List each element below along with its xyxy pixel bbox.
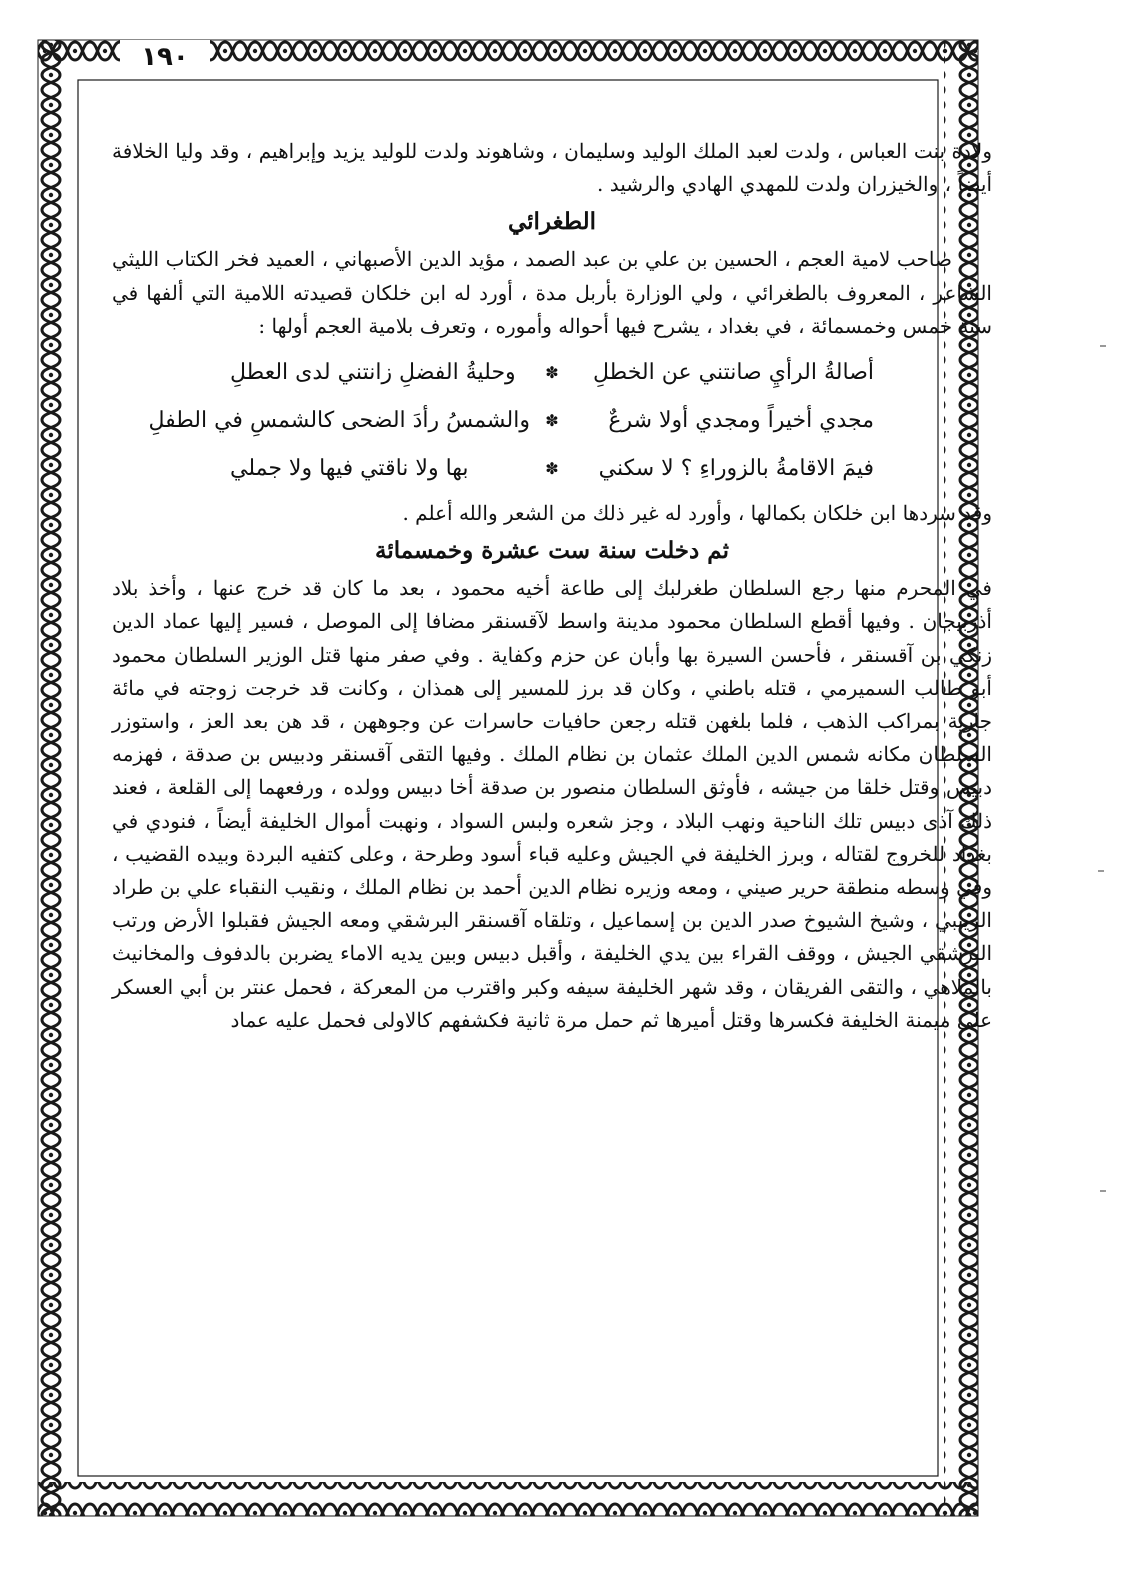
intro-paragraph: ولادة بنت العباس ، ولدت لعبد الملك الوليد وسليمان ، وشاهوند ولدت للوليد يزيد وإبراهيم ، وقد وليا الخلافة أيضاً ، والخيزران ولدت للمهدي الهادي والرشيد . [112, 139, 992, 197]
text-body [112, 135, 992, 1480]
verse-second-hemistich: بها ولا ناقتي فيها ولا جملي [230, 456, 469, 482]
tughrai-paragraph: صاحب لامية العجم ، الحسين بن علي بن عبد الصمد ، مؤيد الدين الأصبهاني ، العميد فخر الكتاب الليثي الشاعر ، المعروف بالطغرائي ، ولي الوزارة بأربل مدة ، أورد له ابن خلكان قصيدته اللامية التي ألفها في سنة خمس وخمسمائة ، في بغداد ، يشرح فيها أحواله وأموره ، وتعرف بلامية العجم أولها : [112, 247, 992, 338]
poem-verse [112, 349, 992, 397]
margin-mark [1100, 1190, 1106, 1192]
verse-separator-icon: ✽ [545, 411, 559, 431]
margin-mark [1100, 345, 1106, 347]
poem-verse [112, 397, 992, 445]
section-heading-tughrai: الطغرائي [507, 208, 596, 236]
page-number: ١٩٠ [120, 40, 210, 74]
poem [112, 349, 992, 493]
verse-first-hemistich: أصالةُ الرأيِ صانتني عن الخطلِ [593, 360, 874, 386]
poem-closing: وقد سردها ابن خلكان بكمالها ، وأورد له غير ذلك من الشعر والله أعلم . [402, 501, 992, 526]
verse-second-hemistich: والشمسُ رأدَ الضحى كالشمسِ في الطفلِ [148, 408, 530, 434]
verse-separator-icon: ✽ [545, 459, 559, 479]
year-516-paragraph: في المحرم منها رجع السلطان طغرلبك إلى طاعة أخيه محمود ، بعد ما كان قد خرج عنها ، وأخذ بلاد أذربيجان . وفيها أقطع السلطان محمود مدينة واسط لآقسنقر مضافا إلى الموصل ، فسير إليها عماد الدين زنكي بن آقسنقر ، فأحسن السيرة بها وأبان عن حزم وكفاية . وفي صفر منها قتل الوزير السلطان محمود أبو طالب السميرمي ، قتله باطني ، وكان قد برز للمسير إلى همذان ، وكانت قد خرجت زوجته في مائة جارية بمراكب الذهب ، فلما بلغهن قتله رجعن حافيات حاسرات عن وجوههن ، قد هن بعد العز ، واستوزر السلطان مكانه شمس الدين الملك عثمان بن نظام الملك . وفيها التقى آقسنقر ودبيس بن صدقة ، فهزمه دبيس وقتل خلقا من جيشه ، فأوثق السلطان منصور بن صدقة أخا دبيس وولده ، ورفعهما إلى القلعة ، فعند ذلك آذى دبيس تلك الناحية ونهب البلاد ، وجز شعره ولبس السواد ، ونهبت أموال الخليفة أيضاً ، فنودي في بغداد للخروج لقتاله ، وبرز الخليفة في الجيش وعليه قباء أسود وطرحة ، وعلى كتفيه البردة وبيده القضيب ، وفي وسطه منطقة حرير صيني ، ومعه وزيره نظام الدين أحمد بن نظام الملك ، ونقيب النقباء علي بن طراد الزينبي ، وشيخ الشيوخ صدر الدين بن إسماعيل ، وتلقاه آقسنقر البرشقي ومعه الجيش فقبلوا الأرض ورتب البرشقي الجيش ، ووقف القراء بين يدي الخليفة ، وأقبل دبيس وبين يديه الاماء يضربن بالدفوف والمخانيث بالملاهي ، والتقى الفريقان ، وقد شهر الخليفة سيفه وكبر واقترب من المعركة ، فحمل عنتر بن أبي العسكر على ميمنة الخليفة فكسرها وقتل أميرها ثم حمل مرة ثانية فكشفهم كالاولى فحمل عليه عماد [112, 576, 992, 1032]
section-heading-year-516: ثم دخلت سنة ست عشرة وخمسمائة [375, 537, 729, 565]
verse-first-hemistich: فيمَ الاقامةُ بالزوراءِ ؟ لا سكني [598, 456, 874, 482]
verse-separator-icon: ✽ [545, 363, 559, 383]
margin-mark [1098, 870, 1104, 872]
verse-first-hemistich: مجدي أخيراً ومجدي أولا شرعٌ [608, 408, 874, 434]
poem-verse [112, 445, 992, 493]
verse-second-hemistich: وحليةُ الفضلِ زانتني لدى العطلِ [230, 360, 516, 386]
